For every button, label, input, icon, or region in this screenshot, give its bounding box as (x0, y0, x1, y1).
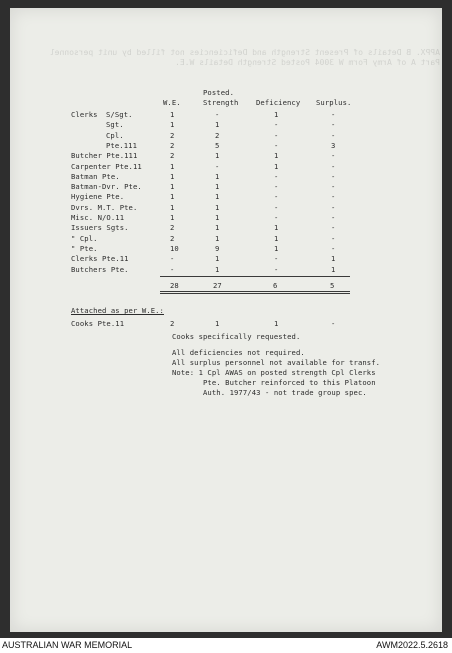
note-line: Pte. Butcher reinforced to this Platoon (203, 378, 376, 387)
row-sur: - (331, 202, 336, 212)
row-posted: 1 (215, 171, 220, 181)
row-sur: - (331, 120, 336, 130)
row-posted: 1 (215, 202, 220, 212)
row-sur: - (331, 243, 336, 253)
row-rank: S/Sgt. (106, 110, 133, 119)
row-def: 1 (274, 151, 279, 161)
row-label: Butchers Pte. (71, 264, 129, 274)
row-sur: 1 (331, 254, 336, 264)
row-sur: - (331, 151, 336, 161)
bleed-through-line: APPX. B Details of Present Strength and Deficiencies not filled by unit personnel (49, 48, 440, 57)
row-def: 1 (274, 243, 279, 253)
row-we: 1 (170, 171, 175, 181)
row-we: 2 (170, 233, 175, 243)
row-label: Misc. N/O.11 (71, 213, 125, 222)
row-sur: - (331, 130, 336, 140)
row-we: 2 (170, 151, 175, 161)
row-rank: Cpl. (106, 130, 124, 140)
row-def: - (274, 120, 279, 130)
row-sur: - (331, 182, 336, 192)
header-deficiency: Deficiency (256, 98, 301, 107)
attached-label: Cooks Pte.11 (71, 319, 125, 328)
note-line: Note: 1 Cpl AWAS on posted strength Cpl Clerks (172, 368, 376, 377)
attached-surplus: - (331, 319, 336, 328)
row-posted: 9 (215, 243, 220, 253)
row-sur: - (331, 223, 336, 233)
row-sur: 1 (331, 264, 336, 274)
row-def: - (274, 264, 279, 274)
row-we: 10 (170, 243, 179, 253)
row-posted: 1 (215, 264, 220, 274)
row-label: " Pte. (71, 243, 98, 253)
row-posted: 1 (215, 223, 220, 233)
total-posted: 27 (213, 281, 222, 290)
row-posted: 1 (215, 192, 220, 202)
row-label: " Cpl. (71, 233, 98, 243)
row-we: 1 (170, 192, 175, 202)
row-sur: - (331, 192, 336, 202)
row-def: 1 (274, 161, 279, 171)
row-we: - (170, 264, 175, 274)
row-def: - (274, 130, 279, 140)
attached-we: 2 (170, 319, 175, 328)
row-def: 1 (274, 233, 279, 243)
header-strength: Strength (203, 98, 239, 107)
row-def: 1 (274, 110, 279, 119)
row-posted: 1 (215, 213, 220, 222)
attached-deficiency: 1 (274, 319, 279, 328)
header-we: W.E. (163, 98, 181, 107)
header-posted: Posted. (203, 88, 234, 97)
document-page (10, 8, 442, 632)
total-surplus: 5 (330, 281, 335, 290)
row-we: 2 (170, 140, 175, 150)
bleed-through-line: Part A of Army Form W 3004 Posted Strength Details W.E. (175, 58, 440, 67)
row-rank: Pte.111 (106, 140, 137, 150)
row-label: Hygiene Pte. (71, 192, 125, 202)
footer-source: AUSTRALIAN WAR MEMORIAL (2, 640, 133, 650)
row-rank: Sgt. (106, 120, 124, 130)
row-we: - (170, 254, 175, 264)
row-we: 1 (170, 110, 175, 119)
row-we: 1 (170, 213, 175, 222)
note-line: Auth. 1977/43 - not trade group spec. (203, 388, 367, 397)
note-line: All deficiencies not required. (172, 348, 305, 357)
row-posted: 1 (215, 254, 220, 264)
row-posted: 1 (215, 182, 220, 192)
row-label: Batman-Dvr. Pte. (71, 182, 142, 192)
totals-rule-top (160, 276, 350, 277)
row-we: 1 (170, 202, 175, 212)
row-sur: - (331, 233, 336, 243)
row-label: Butcher Pte.111 (71, 151, 138, 161)
row-we: 1 (170, 120, 175, 130)
row-we: 1 (170, 161, 175, 171)
row-sur: - (331, 171, 336, 181)
row-def: - (274, 140, 279, 150)
footer-bar (0, 638, 452, 653)
row-sur: - (331, 110, 336, 119)
row-def: 1 (274, 223, 279, 233)
row-we: 2 (170, 130, 175, 140)
row-label: Clerks (71, 110, 98, 119)
row-posted: - (215, 110, 220, 119)
row-label: Carpenter Pte.11 (71, 161, 142, 171)
totals-rule-bottom (160, 291, 350, 294)
row-sur: - (331, 161, 336, 171)
row-label: Dvrs. M.T. Pte. (71, 202, 138, 212)
row-posted: - (215, 161, 220, 171)
row-we: 1 (170, 182, 175, 192)
footer-accession-id: AWM2022.5.2618 (376, 640, 448, 650)
attached-posted: 1 (215, 319, 220, 328)
row-label: Issuers Sgts. (71, 223, 129, 233)
total-we: 28 (170, 281, 179, 290)
row-def: - (274, 171, 279, 181)
row-label: Clerks Pte.11 (71, 254, 129, 264)
row-def: - (274, 213, 279, 222)
row-def: - (274, 254, 279, 264)
total-deficiency: 6 (273, 281, 278, 290)
row-sur: - (331, 213, 336, 222)
attached-note: Cooks specifically requested. (172, 332, 301, 341)
row-label: Batman Pte. (71, 171, 120, 181)
bleed-through-text (40, 48, 440, 68)
row-we: 2 (170, 223, 175, 233)
header-surplus: Surplus. (316, 98, 352, 107)
row-def: - (274, 192, 279, 202)
row-posted: 1 (215, 151, 220, 161)
row-posted: 5 (215, 140, 220, 150)
row-posted: 2 (215, 130, 220, 140)
note-line: All surplus personnel not available for transf. (172, 358, 381, 367)
row-posted: 1 (215, 233, 220, 243)
attached-heading: Attached as per W.E.: (71, 306, 164, 315)
row-posted: 1 (215, 120, 220, 130)
row-sur: 3 (331, 140, 336, 150)
row-def: - (274, 182, 279, 192)
row-def: - (274, 202, 279, 212)
